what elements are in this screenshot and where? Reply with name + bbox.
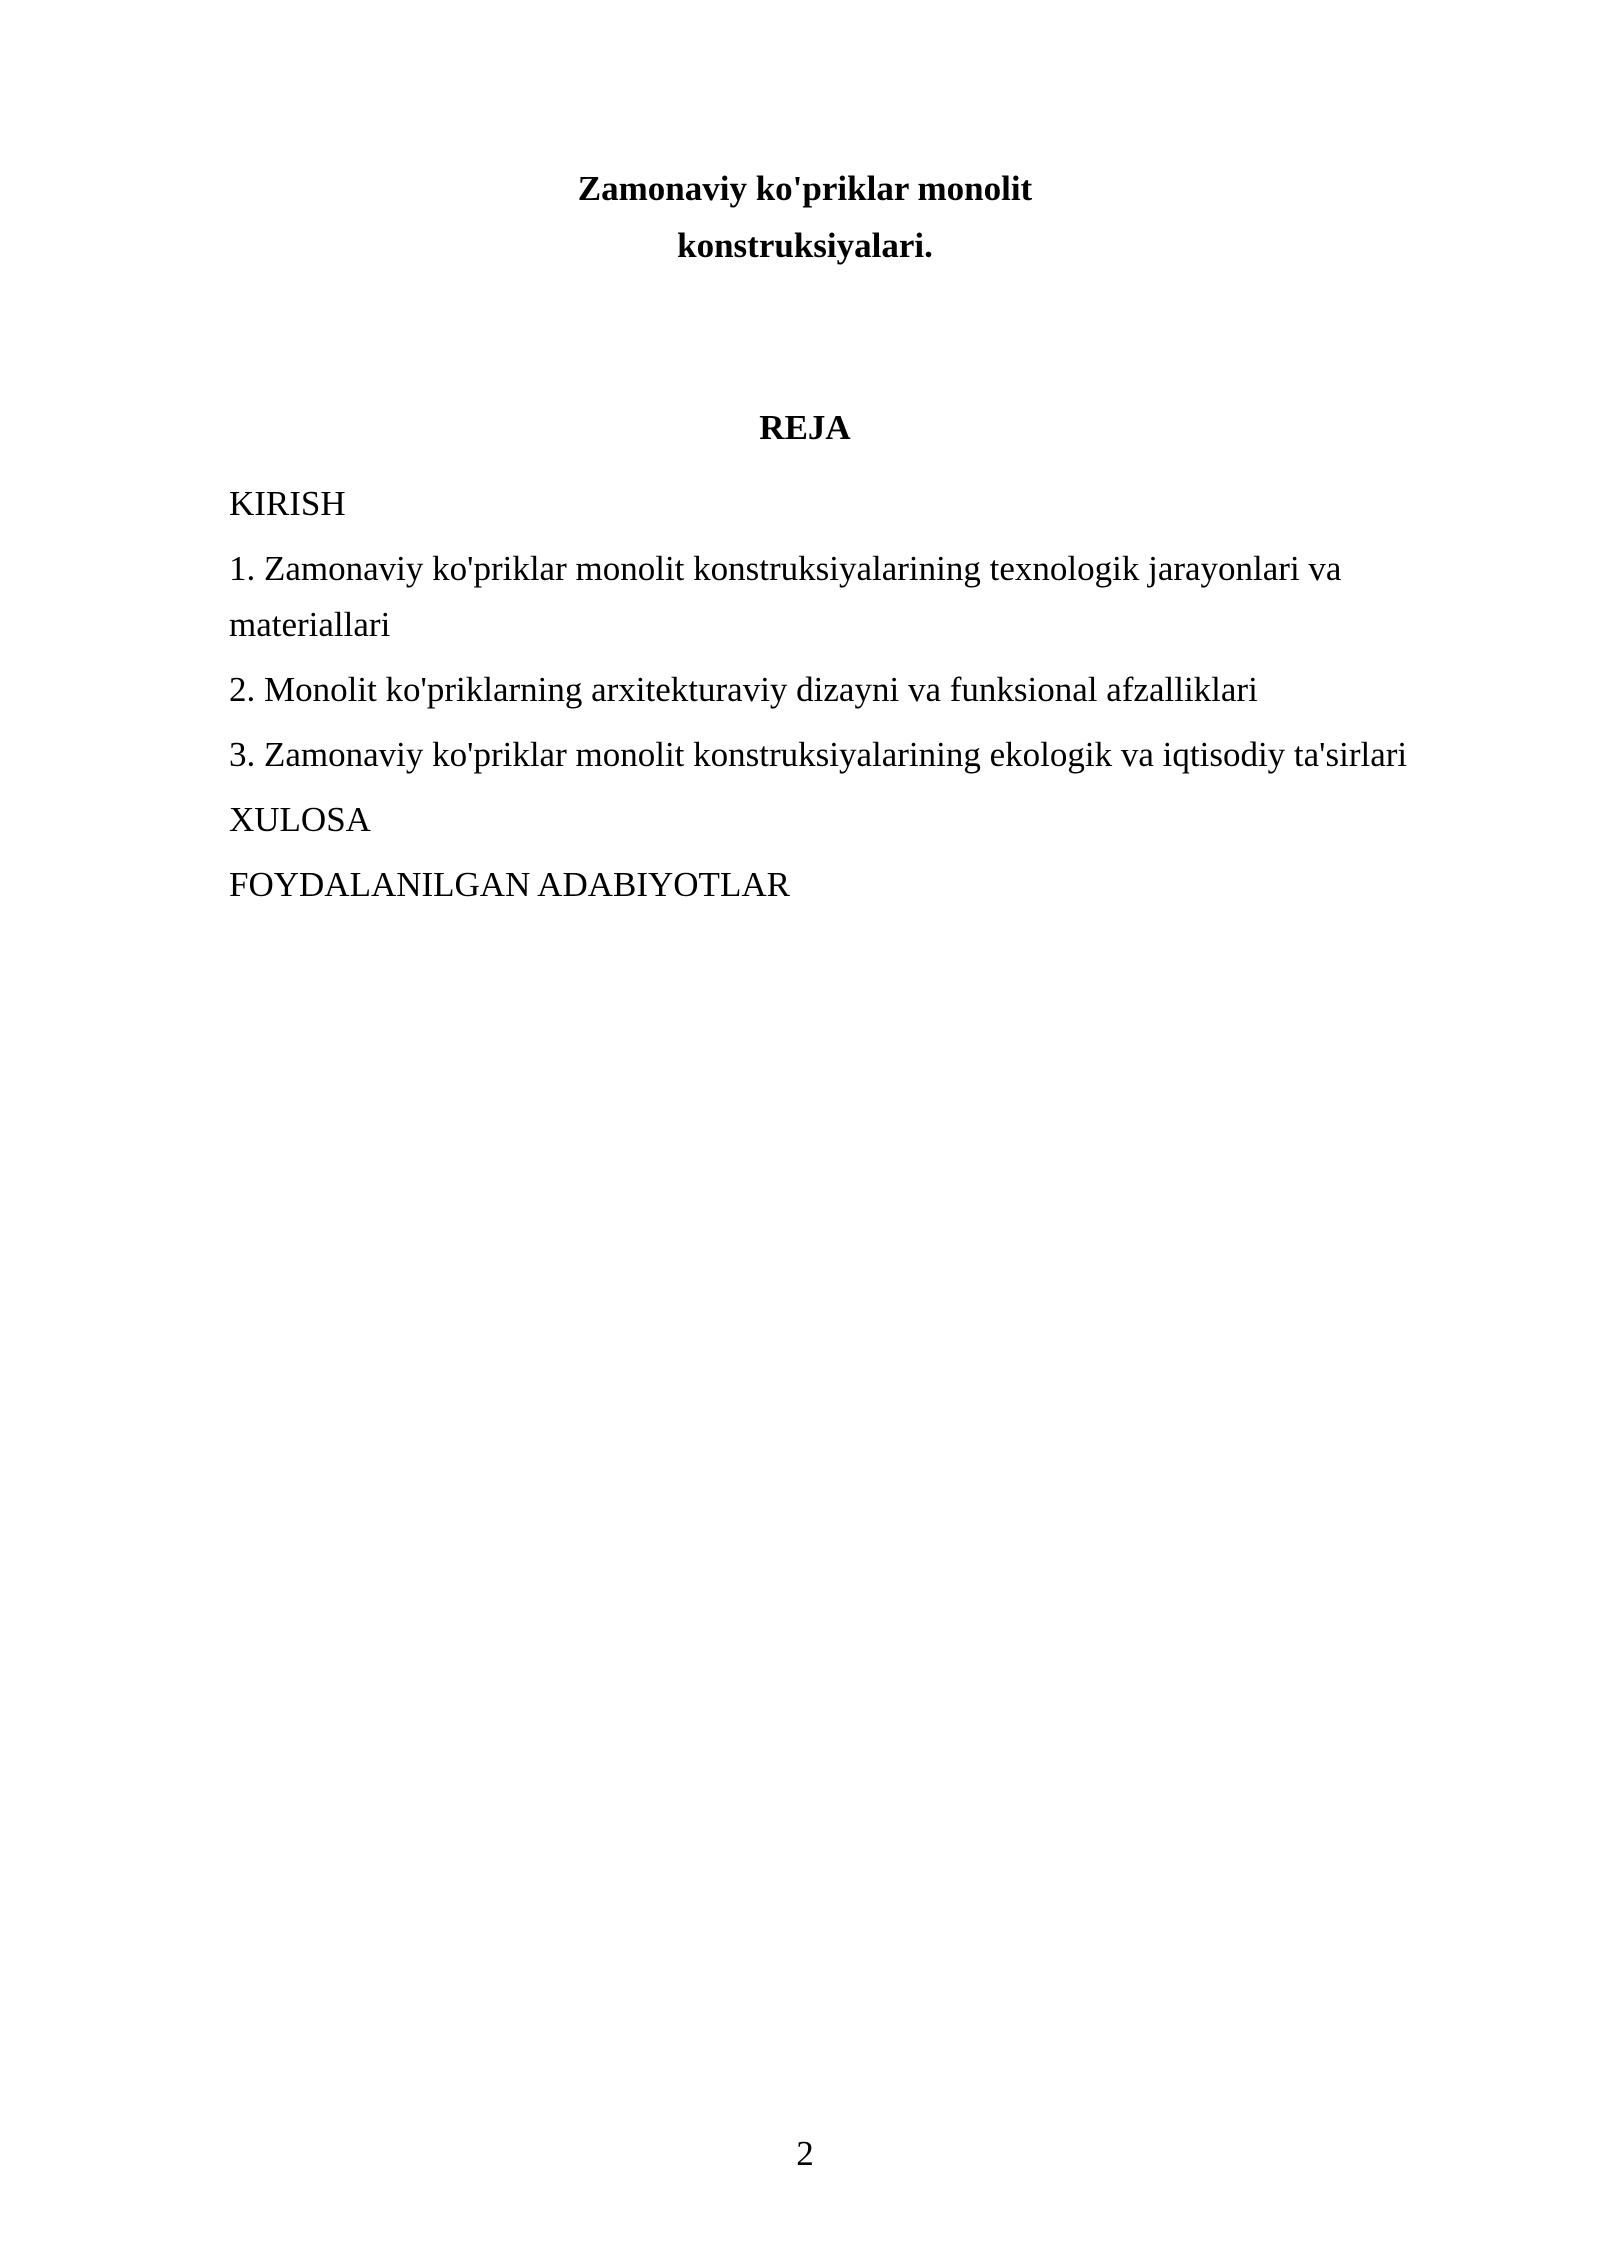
plan-item-2: 2. Monolit ko'priklarning arxitekturaviy dizayni va funksional afzalliklari <box>229 670 1258 709</box>
title-line-1: Zamonaviy ko'priklar monolit <box>577 169 1033 208</box>
plan-item-references: FOYDALANILGAN ADABIYOTLAR <box>229 865 790 904</box>
plan-item-conclusion: XULOSA <box>229 800 371 839</box>
plan-item-introduction: KIRISH <box>229 484 346 523</box>
plan-item-3: 3. Zamonaviy ko'priklar monolit konstruksiyalarining ekologik va iqtisodiy ta'sirlari <box>229 735 1408 774</box>
plan-item-1: 1. Zamonaviy ko'priklar monolit konstruksiyalarining texnologik jarayonlari va materiallari <box>229 549 1342 644</box>
document-title <box>0 160 1600 274</box>
title-line-2: konstruksiyalari. <box>677 226 933 265</box>
page-number: 2 <box>796 2134 814 2173</box>
plan-list <box>229 476 1459 922</box>
plan-heading: REJA <box>759 408 851 447</box>
